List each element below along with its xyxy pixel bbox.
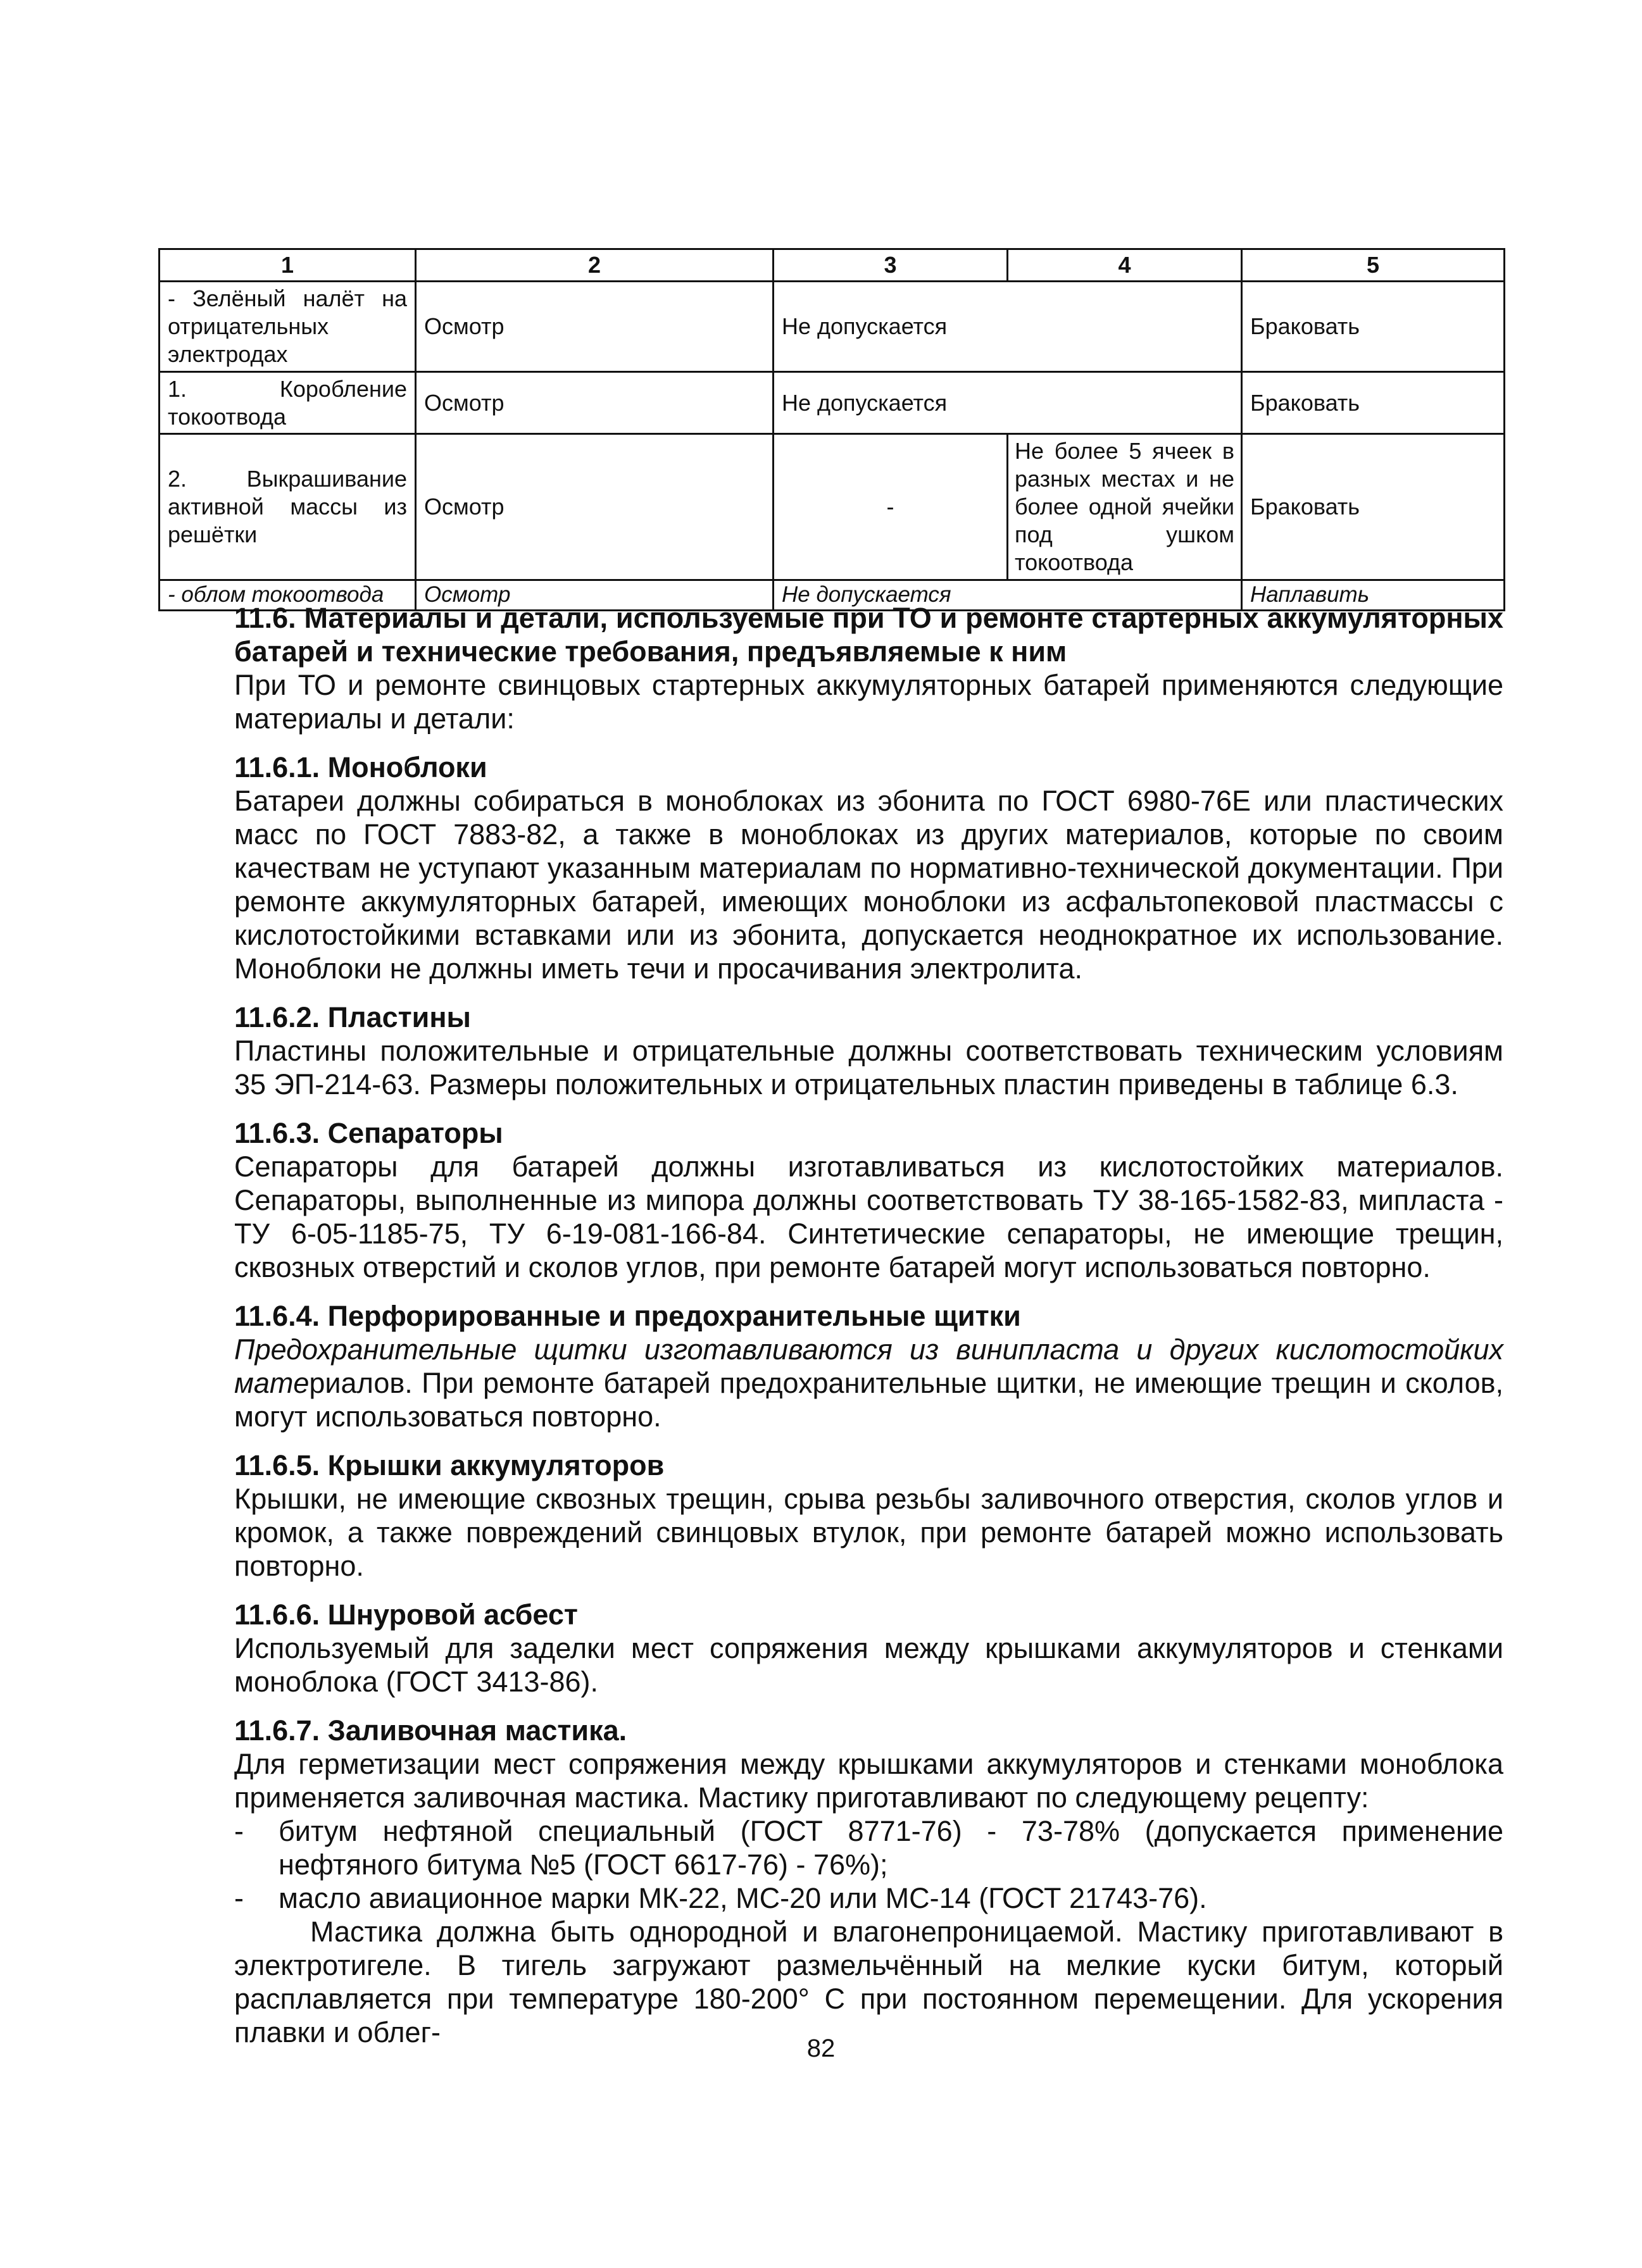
subsection-text xyxy=(234,1333,1503,1433)
subsection-text: Крышки, не имеющие сквозных трещин, срыва резьбы заливочного отверстия, сколов углов и кромок, а также повреждений свинцовых втулок, при ремонте батарей можно использовать повторно. xyxy=(234,1483,1503,1582)
subsection-text: Сепараторы для батарей должны изготавливаться из кислотостойких материалов. Сепараторы, выполненные из мипора должны соответствовать ТУ 38-165-1582-83, мипласта - ТУ 6-05-1185-75, ТУ 6-19-081-166-84. Синтетические сепараторы, не имеющие трещин, сквозных отверстий и сколов углов, при ремонте батарей могут использоваться повторно. xyxy=(234,1150,1503,1283)
table-cell-action: Браковать xyxy=(1242,371,1505,434)
table-header-cell: 4 xyxy=(1008,249,1242,282)
closing-paragraph: Мастика должна быть однородной и влагонепроницаемой. Мастику приготавливают в электротигеле. В тигель загружают размельчённый на мелкие куски битум, который расплавляется при температуре 180-200° С при постоянном перемещении. Для ускорения плавки и облег- xyxy=(234,1916,1503,2048)
document-body xyxy=(234,601,1503,2049)
section-intro: При ТО и ремонте свинцовых стартерных аккумуляторных батарей применяются следующие материалы и детали: xyxy=(234,669,1503,735)
table-cell-method: Осмотр xyxy=(416,281,774,371)
list-item xyxy=(234,1881,1503,1915)
list-dash: - xyxy=(234,1882,244,1914)
table-cell-action: Браковать xyxy=(1242,281,1505,371)
subsection-title: 11.6.3. Сепараторы xyxy=(234,1117,503,1149)
list-item-text: масло авиационное марки МК-22, МС-20 или МС-14 (ГОСТ 21743-76). xyxy=(279,1882,1207,1914)
table-row xyxy=(160,371,1505,434)
table-row xyxy=(160,281,1505,371)
table-cell-condition: - облом токоотвода xyxy=(160,580,416,610)
list-item xyxy=(234,1814,1503,1881)
table-cell-action: Браковать xyxy=(1242,434,1505,580)
table-cell-condition: 2. Выкрашивание активной массы из решётки xyxy=(160,434,416,580)
table-cell-condition: 1. Коробление токоотвода xyxy=(160,371,416,434)
subsection-text: Используемый для заделки мест сопряжения между крышками аккумуляторов и стенками моноблока (ГОСТ 3413-86). xyxy=(234,1632,1503,1698)
list-item-text: битум нефтяной специальный (ГОСТ 8771-76) - 73-78% (допускается применение нефтяного битума №5 (ГОСТ 6617-76) - 76%); xyxy=(279,1815,1503,1881)
table-row xyxy=(160,434,1505,580)
table-cell-method: Осмотр xyxy=(416,434,774,580)
table-header-cell: 1 xyxy=(160,249,416,282)
subsection-title: 11.6.5. Крышки аккумуляторов xyxy=(234,1449,665,1481)
subsection-text: Батареи должны собираться в моноблоках из эбонита по ГОСТ 6980-76Е или пластических масс по ГОСТ 7883-82, а также в моноблоках из других материалов, которые по своим качествам не уступают указанным материалам по нормативно-технической документации. При ремонте аккумуляторных батарей, имеющих моноблоки из асфальтопековой пластмассы с кислотостойкими вставками или из эбонита, допускается неоднократное их использование. Моноблоки не должны иметь течи и просачивания электролита. xyxy=(234,785,1503,985)
table-cell-allowed: Не допускается xyxy=(774,580,1242,610)
inspection-table xyxy=(158,248,1505,611)
table-cell-allowed: Не допускается xyxy=(774,281,1242,371)
subsection-title: 11.6.4. Перфорированные и предохранительные щитки xyxy=(234,1300,1021,1332)
subsection-text-italic: Предохранительные щитки изготавливаются из винипласта и других кислотостойких мате xyxy=(234,1333,1503,1399)
table-header-cell: 2 xyxy=(416,249,774,282)
table-cell-action: Наплавить xyxy=(1242,580,1505,610)
table-cell-col4: Не более 5 ячеек в разных местах и не более одной ячейки под ушком токоотвода xyxy=(1008,434,1242,580)
table-cell-col3: - xyxy=(774,434,1008,580)
table-header-cell: 3 xyxy=(774,249,1008,282)
subsection-text: Пластины положительные и отрицательные должны соответствовать техническим условиям 35 ЭП-214-63. Размеры положительных и отрицательных пластин приведены в таблице 6.3. xyxy=(234,1035,1503,1100)
section-heading: 11.6. Материалы и детали, используемые при ТО и ремонте стартерных аккумуляторных батарей и технические требования, предъявляемые к ним xyxy=(234,602,1503,668)
table-cell-method: Осмотр xyxy=(416,580,774,610)
subsection-text-rest: риалов. При ремонте батарей предохранительные щитки, не имеющие трещин и сколов, могут использоваться повторно. xyxy=(234,1367,1503,1433)
table-header-row xyxy=(160,249,1505,282)
table-cell-condition: - Зелёный налёт на отрицательных электродах xyxy=(160,281,416,371)
list-dash: - xyxy=(234,1815,244,1847)
page-number: 82 xyxy=(806,2034,836,2062)
subsection-title: 11.6.1. Моноблоки xyxy=(234,751,487,783)
subsection-text: Для герметизации мест сопряжения между крышками аккумуляторов и стенками моноблока применяется заливочная мастика. Мастику приготавливают по следующему рецепту: xyxy=(234,1748,1503,1814)
subsection-title: 11.6.2. Пластины xyxy=(234,1001,471,1033)
subsection-title: 11.6.7. Заливочная мастика. xyxy=(234,1714,627,1747)
table-cell-allowed: Не допускается xyxy=(774,371,1242,434)
subsection-title: 11.6.6. Шнуровой асбест xyxy=(234,1598,578,1631)
table-cell-method: Осмотр xyxy=(416,371,774,434)
table-header-cell: 5 xyxy=(1242,249,1505,282)
